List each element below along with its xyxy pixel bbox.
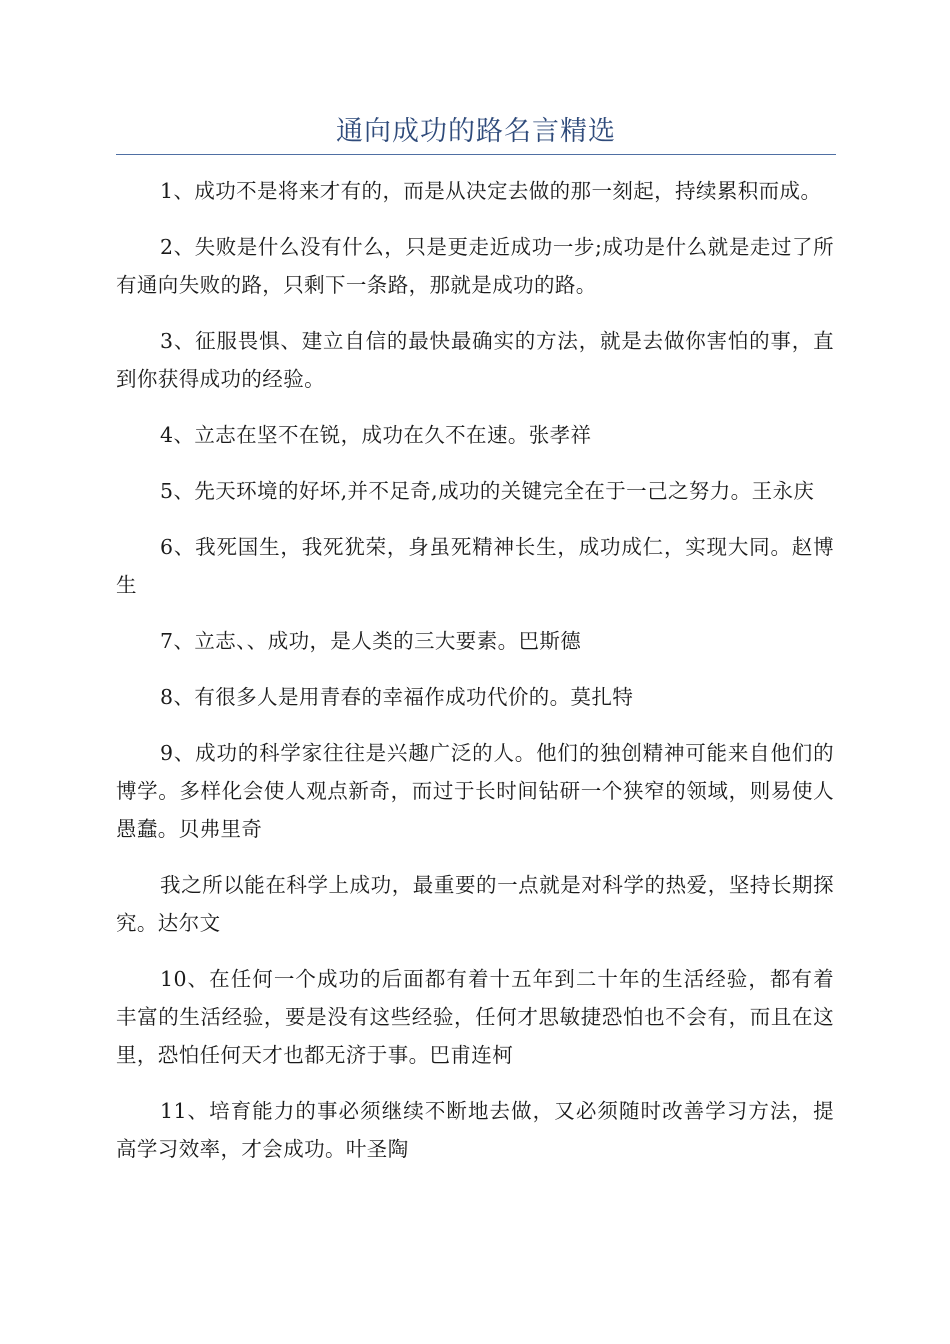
quote-paragraph: 3、征服畏惧、建立自信的最快最确实的方法，就是去做你害怕的事，直到你获得成功的经验。 bbox=[116, 329, 834, 391]
document-body bbox=[116, 172, 834, 1186]
quote-paragraph: 10、在任何一个成功的后面都有着十五年到二十年的生活经验，都有着丰富的生活经验，要是没有这些经验，任何才思敏捷恐怕也不会有，而且在这里，恐怕任何天才也都无济于事。巴甫连柯 bbox=[116, 967, 834, 1067]
quote-paragraph: 4、立志在坚不在锐，成功在久不在速。张孝祥 bbox=[160, 423, 592, 447]
quote-paragraph: 我之所以能在科学上成功，最重要的一点就是对科学的热爱，坚持长期探究。达尔文 bbox=[116, 873, 834, 935]
quote-paragraph: 5、先天环境的好坏,并不足奇,成功的关键完全在于一己之努力。王永庆 bbox=[160, 479, 815, 503]
quote-paragraph: 7、立志、、成功，是人类的三大要素。巴斯德 bbox=[160, 629, 582, 653]
quote-paragraph: 2、失败是什么没有什么，只是更走近成功一步;成功是什么就是走过了所有通向失败的路，只剩下一条路，那就是成功的路。 bbox=[116, 235, 834, 297]
quote-paragraph: 11、培育能力的事必须继续不断地去做，又必须随时改善学习方法，提高学习效率，才会成功。叶圣陶 bbox=[116, 1099, 834, 1161]
quote-paragraph: 1、成功不是将来才有的，而是从决定去做的那一刻起，持续累积而成。 bbox=[160, 179, 822, 203]
quote-paragraph: 6、我死国生，我死犹荣，身虽死精神长生，成功成仁，实现大同。赵博生 bbox=[116, 535, 834, 597]
quote-paragraph: 9、成功的科学家往往是兴趣广泛的人。他们的独创精神可能来自他们的博学。多样化会使人观点新奇，而过于长时间钻研一个狭窄的领域，则易使人愚蠢。贝弗里奇 bbox=[116, 741, 834, 841]
document-title: 通向成功的路名言精选 bbox=[336, 116, 616, 147]
title-underline bbox=[116, 154, 836, 155]
quote-paragraph: 8、有很多人是用青春的幸福作成功代价的。莫扎特 bbox=[160, 685, 634, 709]
